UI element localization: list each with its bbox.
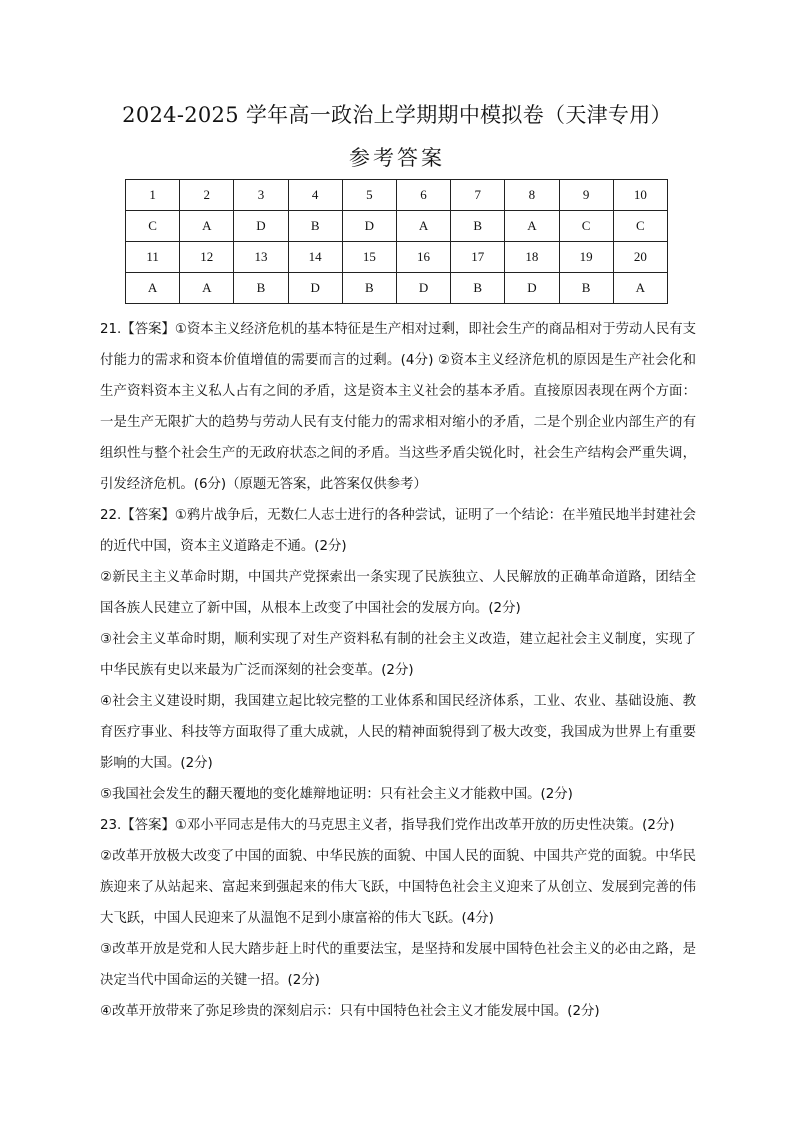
question-number-cell: 5 [342,180,396,211]
answer-paragraph: ③社会主义革命时期，顺利实现了对生产资料私有制的社会主义改造，建立起社会主义制度，实现了中华民族有史以来最为广泛而深刻的社会变革。(2分) [100,632,696,678]
question-block [100,314,696,500]
question-number-cell: 19 [559,242,613,273]
table-row-answers [126,273,668,304]
answer-paragraph: ⑤我国社会发生的翻天覆地的变化雄辩地证明：只有社会主义才能救中国。(2分) [100,787,573,802]
answer-paragraph: ④改革开放带来了弥足珍贵的深刻启示：只有中国特色社会主义才能发展中国。(2分) [100,1004,600,1019]
question-block [100,810,696,1027]
answer-paragraph: ②新民主主义革命时期，中国共产党探索出一条实现了民族独立、人民解放的正确革命道路，团结全国各族人民建立了新中国，从根本上改变了中国社会的发展方向。(2分) [100,570,696,616]
answer-content [100,314,696,1027]
answer-cell: B [451,211,505,242]
answer-cell: D [396,273,450,304]
answer-cell: A [505,211,559,242]
answer-paragraph: ④社会主义建设时期，我国建立起比较完整的工业体系和国民经济体系，工业、农业、基础设施、教育医疗事业、科技等方面取得了重大成就，人民的精神面貌得到了极大改变，我国成为世界上有重要影响的大国。(2分) [100,694,696,771]
answer-cell: D [342,211,396,242]
answer-paragraph: ②改革开放极大改变了中国的面貌、中华民族的面貌、中国人民的面貌、中国共产党的面貌。中华民族迎来了从站起来、富起来到强起来的伟大飞跃，中国特色社会主义迎来了从创立、发展到完善的伟大飞跃，中国人民迎来了从温饱不足到小康富裕的伟大飞跃。(4分) [100,849,696,926]
question-number-cell: 7 [451,180,505,211]
question-number-cell: 6 [396,180,450,211]
answer-cell: B [342,273,396,304]
question-number-cell: 17 [451,242,505,273]
question-block [100,500,696,810]
question-number-cell: 13 [234,242,288,273]
question-number-cell: 8 [505,180,559,211]
question-number-cell: 2 [180,180,234,211]
answer-cell: A [180,273,234,304]
question-number-cell: 3 [234,180,288,211]
answer-cell: B [559,273,613,304]
answer-cell: C [126,211,180,242]
question-number-cell: 18 [505,242,559,273]
question-number-cell: 1 [126,180,180,211]
table-row-question-numbers [126,180,668,211]
page-title: 2024-2025 学年高一政治上学期期中模拟卷（天津专用） [122,103,672,127]
answer-cell: D [234,211,288,242]
answer-paragraph: ③改革开放是党和人民大踏步赶上时代的重要法宝，是坚持和发展中国特色社会主义的必由之路，是决定当代中国命运的关键一招。(2分) [100,942,696,988]
answer-cell: A [126,273,180,304]
answer-cell: A [396,211,450,242]
answer-table [125,179,668,304]
question-number-cell: 4 [288,180,342,211]
answer-cell: D [505,273,559,304]
answer-cell: B [451,273,505,304]
question-number-cell: 10 [613,180,667,211]
question-number-cell: 20 [613,242,667,273]
answer-cell: A [180,211,234,242]
question-number-cell: 11 [126,242,180,273]
table-row-answers [126,211,668,242]
answer-cell: C [613,211,667,242]
question-number-cell: 16 [396,242,450,273]
answer-cell: B [234,273,288,304]
answer-paragraph: 21.【答案】①资本主义经济危机的基本特征是生产相对过剩，即社会生产的商品相对于劳动人民有支付能力的需求和资本价值增值的需要而言的过剩。(4分) ②资本主义经济危机的原因是生产社会化和生产资料资本主义私人占有之间的矛盾，这是资本主义社会的基本矛盾。直接原因表现在两个方面：一是生产无限扩大的趋势与劳动人民有支付能力的需求相对缩小的矛盾，二是个别企业内部生产的有组织性与整个社会生产的无政府状态之间的矛盾。当这些矛盾尖锐化时，社会生产结构会严重失调，引发经济危机。(6分)（原题无答案，此答案仅供参考） [100,322,696,492]
answer-cell: B [288,211,342,242]
page-subtitle: 参考答案 [349,146,445,170]
table-row-question-numbers [126,242,668,273]
question-number-cell: 12 [180,242,234,273]
answer-cell: A [613,273,667,304]
answer-cell: D [288,273,342,304]
answer-cell: C [559,211,613,242]
answer-paragraph: 23.【答案】①邓小平同志是伟大的马克思主义者，指导我们党作出改革开放的历史性决策。(2分) [100,818,675,833]
answer-paragraph: 22.【答案】①鸦片战争后，无数仁人志士进行的各种尝试，证明了一个结论：在半殖民地半封建社会的近代中国，资本主义道路走不通。(2分) [100,508,696,554]
question-number-cell: 9 [559,180,613,211]
question-number-cell: 15 [342,242,396,273]
question-number-cell: 14 [288,242,342,273]
